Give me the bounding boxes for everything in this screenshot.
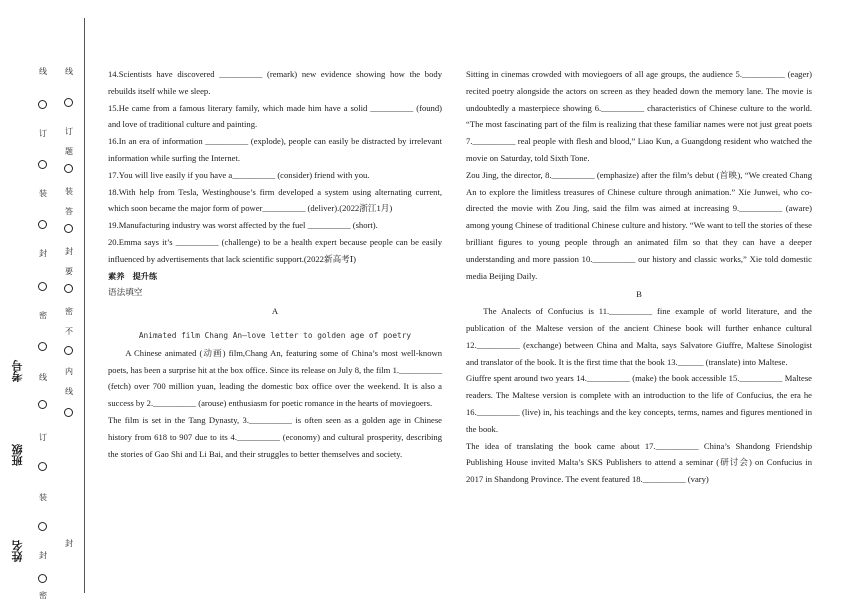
name-label: 姓名 xyxy=(11,540,24,562)
passage-a-paragraph-2: The film is set in the Tang Dynasty, 3.__________ is often seen as a golden age in Chinese history from 618 to 907 due to its 4.__________ (economy) and cultural prosperity, describing the stories of Gao Shi and Li Bai, and their struggles to better themselves and society. xyxy=(108,414,442,459)
binding-labels-far xyxy=(36,60,50,600)
section-subtitle: 语法填空 xyxy=(108,287,143,298)
binding-char: 订 xyxy=(39,129,47,138)
binding-char: 线 xyxy=(39,67,47,76)
binding-circle xyxy=(38,462,47,471)
binding-circle xyxy=(38,100,47,109)
binding-circle xyxy=(38,522,47,531)
binding-circle xyxy=(38,160,47,169)
binding-char: 题 xyxy=(65,147,73,156)
binding-circle xyxy=(38,400,47,409)
passage-a-label: A xyxy=(271,306,279,317)
binding-circle xyxy=(64,98,73,107)
right-column xyxy=(466,66,812,488)
question-16: 16.In an era of information __________ (explode), people can easily be distracted by irrelevant information while surfing the Internet. xyxy=(108,136,442,163)
question-20: 20.Emma says it’s __________ (challenge) to be a health expert because people can be easily influenced by advertisements that lack scientific support.(2022新高考Ⅰ) xyxy=(108,236,442,264)
passage-a-title: Animated film Chang An—love letter to golden age of poetry xyxy=(138,330,412,340)
binding-char: 封 xyxy=(65,539,73,548)
binding-char: 封 xyxy=(39,249,47,258)
question-18: 18.With help from Tesla, Westinghouse’s firm developed a system using alternating current, which soon became the major form of power__________ (deliver).(2022浙江1月) xyxy=(108,186,442,214)
binding-circle xyxy=(38,342,47,351)
passage-a-paragraph-4: Zou Jing, the director, 8.__________ (emphasize) after the film’s debut (首映), “We created Chang An to explore the limitless treasures of Chinese culture through animation.” Xie Junwei, who co-directed the movie with Zou Jing, said the film was aimed at increasing 9.__________ (aware) among young Chinese of traditional Chinese culture and history. “We want to tell the stories of these brilliant figures to young people through an animated film so that they can have a deeper understanding and more passion 10.__________ our history and classic works,” Xie told domestic media Beijing Daily. xyxy=(466,169,812,281)
binding-char: 要 xyxy=(65,267,73,276)
passage-b-label: B xyxy=(636,289,642,300)
binding-char: 线 xyxy=(65,387,73,396)
passage-a-paragraph-1: A Chinese animated (动画) film,Chang An, featuring some of China’s most well-known poets, has been a surprise hit at the box office. Since its release on July 8, the film 1.__________ (fetch) over 700 million yuan, leading the domestic box office over the weekend. It is also a success by 2.__________ (arouse) enthusiasm for poetic romance in the hearts of moviegoers. xyxy=(108,347,442,409)
passage-b-paragraph-3: The idea of translating the book came about 17.__________ China’s Shandong Friendship Publishing House invited Malta’s SKS Publishers to attend a seminar (研讨会) on Confucius in 2017 in Shandong Province. The event featured 18.__________ (vary) xyxy=(466,440,812,485)
binding-char: 订 xyxy=(65,127,73,136)
binding-char: 答 xyxy=(65,207,73,216)
binding-char: 线 xyxy=(39,373,47,382)
binding-circle xyxy=(38,220,47,229)
binding-char: 封 xyxy=(39,551,47,560)
binding-line xyxy=(84,18,85,593)
student-id-label: 考号 xyxy=(11,360,24,382)
binding-char: 装 xyxy=(39,189,47,198)
binding-char: 线 xyxy=(65,67,73,76)
question-14: 14.Scientists have discovered __________ (remark) new evidence showing how the body rebuilds itself while we sleep. xyxy=(108,69,442,96)
binding-circle xyxy=(64,284,73,293)
binding-circle xyxy=(64,224,73,233)
section-title: 素养 提升练 xyxy=(108,270,158,281)
binding-circle xyxy=(38,282,47,291)
binding-char: 装 xyxy=(65,187,73,196)
binding-char: 密 xyxy=(39,591,47,600)
student-info xyxy=(10,360,32,600)
binding-char: 密 xyxy=(65,307,73,316)
binding-char: 装 xyxy=(39,493,47,502)
binding-char: 内 xyxy=(65,367,73,376)
binding-circle xyxy=(64,164,73,173)
question-19: 19.Manufacturing industry was worst affected by the fuel __________ (short). xyxy=(108,220,378,231)
binding-labels-near xyxy=(62,60,76,600)
passage-b-paragraph-2: Giuffre spent around two years 14.__________ (make) the book accessible 15.__________ Maltese readers. The Maltese version is complete with an introduction to the life of Confucius, the era he 16.__________ (live) in, his teachings and the key concepts, terms, names and figures mentioned in the book. xyxy=(466,373,812,434)
class-label: 班级 xyxy=(11,444,24,466)
passage-b-paragraph-1: The Analects of Confucius is 11.__________ fine example of world literature, and the publication of the Maltese version of the ancient Chinese book will further enhance cultural 12.__________ (exchange) between China and Malta, says Salvatore Giuffre, Maltese Sinologist and translator of the book. It is the first time that the book 13.______ (translate) into Maltese. xyxy=(466,306,812,367)
binding-circle xyxy=(38,574,47,583)
spacer xyxy=(108,320,442,328)
question-17: 17.You will live easily if you have a__________ (consider) friend with you. xyxy=(108,169,370,180)
binding-char: 不 xyxy=(65,327,73,336)
binding-circle xyxy=(64,346,73,355)
passage-a-paragraph-3: Sitting in cinemas crowded with moviegoers of all age groups, the audience 5.__________ (eager) recited poetry alongside the actors on screen as they headed down the memory lane. The movie is undoubtedly a masterpiece showing 6.__________ characteristics of Chinese culture to the world. “The most fascinating part of the film is realizing that these familiar names were not just great poets 7.__________ real people with flesh and blood,” Liao Kun, a Guangdong resident who watched the movie on Saturday, told Sixth Tone. xyxy=(466,69,812,163)
binding-circle xyxy=(64,408,73,417)
binding-char: 订 xyxy=(39,433,47,442)
binding-char: 密 xyxy=(39,311,47,320)
question-15: 15.He came from a famous literary family, which made him have a solid __________ (found) and love of traditional culture and painting. xyxy=(108,102,442,130)
binding-char: 封 xyxy=(65,247,73,256)
left-column xyxy=(108,66,442,462)
